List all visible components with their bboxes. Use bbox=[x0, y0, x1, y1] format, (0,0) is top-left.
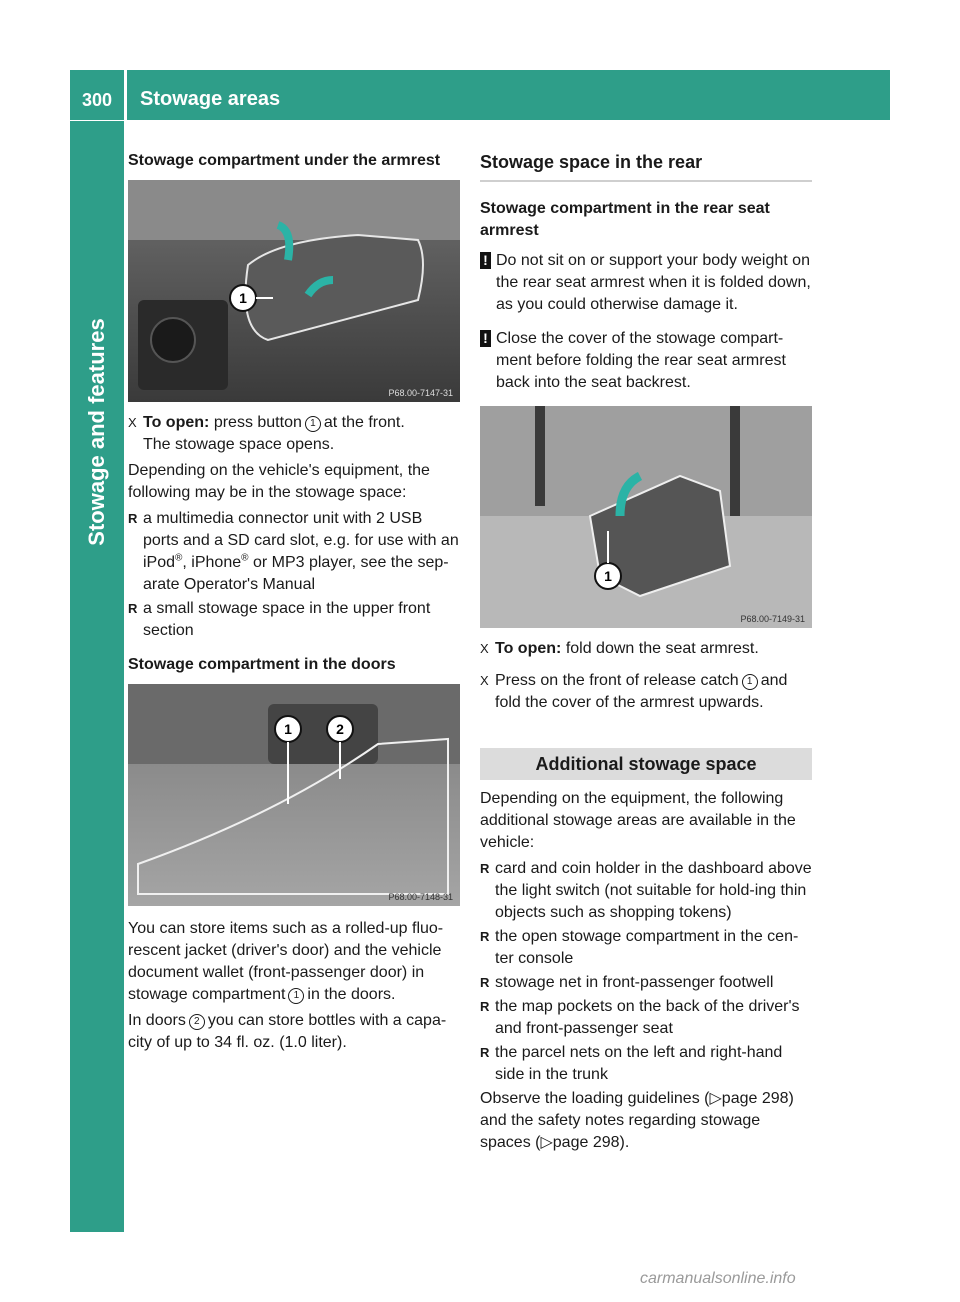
armrest-heading: Stowage compartment under the armrest bbox=[128, 152, 441, 169]
bullet-icon: R bbox=[480, 1045, 490, 1060]
page-title: Stowage areas bbox=[140, 88, 281, 110]
additional-list bbox=[480, 858, 812, 1086]
step-arrow-icon: X bbox=[480, 673, 489, 688]
bullet-icon: R bbox=[128, 511, 138, 526]
step-result: The stowage space opens. bbox=[143, 436, 335, 453]
fig1-caption: P68.00-7147-31 bbox=[388, 388, 453, 398]
list-item: R stowage net in front-passenger footwell bbox=[480, 972, 812, 994]
press-step: X Press on the front of release catch 1 and fold the cover of the armrest upwards. bbox=[480, 672, 788, 711]
fig3-caption: P68.00-7149-31 bbox=[740, 614, 805, 624]
warning-note: ! Do not sit on or support your body weight on the rear seat armrest when it is folded down, as you could otherwise damage it. bbox=[480, 250, 812, 316]
fig2-callout-1: 1 bbox=[284, 721, 292, 737]
open-step: X To open: fold down the seat armrest. bbox=[480, 638, 812, 660]
list-item: R the map pockets on the back of the driver's and front-passenger seat bbox=[480, 998, 800, 1037]
fig2-callout-2: 2 bbox=[336, 721, 344, 737]
ref-arrow-icon: ▷ bbox=[709, 1090, 722, 1107]
rear-subheading: Stowage compartment in the rear seat armrest bbox=[480, 200, 770, 239]
page-ref-link[interactable]: page 298 bbox=[721, 1090, 789, 1107]
additional-intro: Depending on the equipment, the following additional stowage areas are available in the vehicle: bbox=[480, 790, 796, 851]
armrest-figure bbox=[128, 180, 460, 402]
depending-text: Depending on the vehicle's equipment, the following may be in the stowage space: bbox=[128, 462, 430, 501]
list-item: R the open stowage compartment in the cen-ter console bbox=[480, 928, 799, 967]
rear-heading: Stowage space in the rear bbox=[480, 150, 812, 182]
step-arrow-icon: X bbox=[128, 415, 137, 430]
callout-1-icon: 1 bbox=[288, 988, 304, 1004]
list-item: R a multimedia connector unit with 2 USB ports and a SD card slot, e.g. for use with an iPod®, iPhone® or MP3 player, see the sep-arate Operator's Manual bbox=[128, 510, 459, 593]
right-column bbox=[480, 150, 812, 1158]
callout-1-icon: 1 bbox=[305, 416, 321, 432]
bullet-icon: R bbox=[480, 929, 490, 944]
list-item: R a small stowage space in the upper front section bbox=[128, 600, 431, 639]
warning-icon: ! bbox=[480, 252, 491, 269]
warning-note: ! Close the cover of the stowage compart-ment before folding the rear seat armrest back into the seat backrest. bbox=[480, 328, 812, 394]
doors-heading: Stowage compartment in the doors bbox=[128, 656, 396, 673]
side-tab-label: Stowage and features bbox=[84, 318, 109, 546]
side-tab bbox=[70, 121, 124, 1232]
doors-paragraph-1: You can store items such as a rolled-up fluo-rescent jacket (driver's door) and the vehicle document wallet (front-passenger door) in stowage compartment 1 in the doors. bbox=[128, 920, 444, 1003]
callout-2-icon: 2 bbox=[189, 1014, 205, 1030]
doors-figure bbox=[128, 684, 460, 906]
left-column bbox=[128, 150, 460, 1058]
step-label: To open: bbox=[143, 414, 210, 431]
header-divider bbox=[124, 70, 127, 120]
open-step bbox=[128, 412, 460, 456]
list-item: R the parcel nets on the left and right-hand side in the trunk bbox=[480, 1044, 783, 1083]
fig1-callout: 1 bbox=[239, 290, 247, 306]
bullet-icon: R bbox=[128, 601, 138, 616]
bullet-icon: R bbox=[480, 999, 490, 1014]
bullet-icon: R bbox=[480, 975, 490, 990]
watermark: carmanualsonline.info bbox=[640, 1270, 796, 1287]
page-number: 300 bbox=[81, 90, 113, 110]
step-arrow-icon: X bbox=[480, 641, 489, 656]
observe-text: Observe the loading guidelines (▷page 298) and the safety notes regarding stowage spaces (▷page 298). bbox=[480, 1090, 794, 1151]
page-ref-link[interactable]: page 298 bbox=[552, 1134, 620, 1151]
step-text: at the front. bbox=[323, 414, 405, 431]
rear-armrest-figure bbox=[480, 406, 812, 628]
additional-heading: Additional stowage space bbox=[480, 748, 812, 780]
doors-paragraph-2: In doors 2 you can store bottles with a capa-city of up to 34 fl. oz. (1.0 liter). bbox=[128, 1012, 447, 1051]
ref-arrow-icon: ▷ bbox=[540, 1134, 553, 1151]
list-item: R card and coin holder in the dashboard above the light switch (not suitable for hold-ing thin objects such as shopping tokens) bbox=[480, 860, 812, 921]
callout-1-icon: 1 bbox=[742, 674, 758, 690]
fig3-callout: 1 bbox=[604, 568, 612, 584]
warning-icon: ! bbox=[480, 330, 491, 347]
step-text: press button bbox=[213, 414, 302, 431]
fig2-caption: P68.00-7148-31 bbox=[388, 892, 453, 902]
bullet-icon: R bbox=[480, 861, 490, 876]
